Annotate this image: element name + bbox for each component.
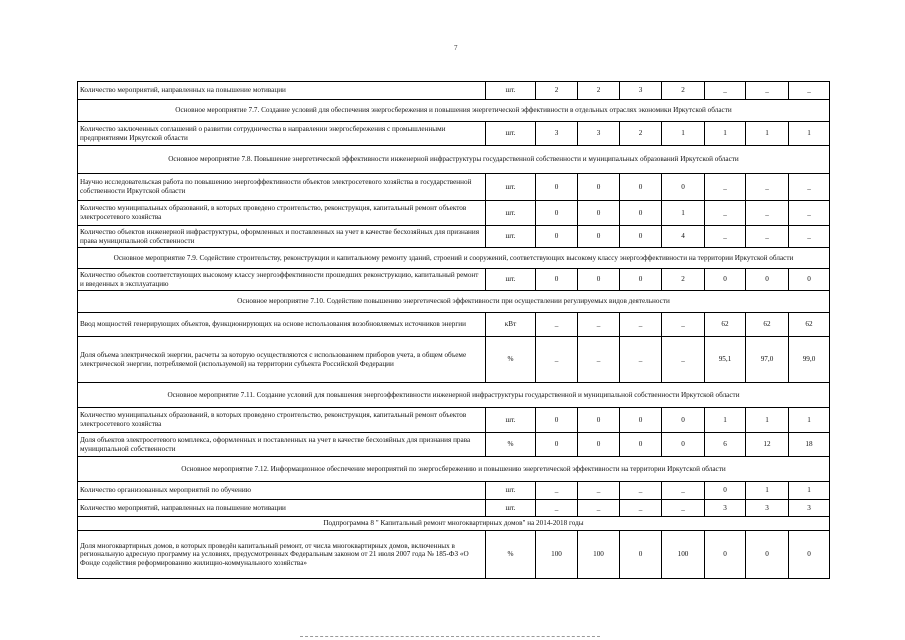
value-cell: 0 [578,269,620,291]
indicators-table [77,81,830,579]
unit-cell: шт. [486,122,536,146]
value-cell: 99,0 [789,337,830,383]
table-body [78,82,830,579]
indicator-name: Доля объектов электросетевого комплекса, оформленных и поставленных на учет в качестве бесхозяйных для признания права муниципальной собственности [78,433,486,457]
value-cell: _ [578,482,620,500]
value-cell: 6 [705,433,746,457]
value-cell: 1 [705,408,746,433]
value-cell: 2 [536,82,578,100]
indicator-name: Научно исследовательская работа по повышению энергоэффективности объектов электросетевого хозяйства в государственной собственности Иркутской области [78,174,486,201]
value-cell: _ [705,226,746,248]
value-cell: 0 [536,174,578,201]
value-cell: 0 [746,531,789,579]
table-row [78,201,830,226]
value-cell: 0 [536,201,578,226]
value-cell: _ [746,174,789,201]
page-number: 7 [454,44,458,52]
indicator-name: Количество мероприятий, направленных на повышение мотивации [78,82,486,100]
section-row [78,383,830,408]
scan-edge-marks [300,636,600,639]
value-cell: 0 [705,531,746,579]
value-cell: 3 [705,500,746,517]
section-heading: Основное мероприятие 7.12. Информационное обеспечение мероприятий по энергосбережению и повышению энергетической эффективности на территории Иркутской области [78,457,830,482]
table-row [78,500,830,517]
value-cell: 0 [620,201,662,226]
value-cell: _ [705,174,746,201]
value-cell: 1 [746,482,789,500]
indicator-name: Количество заключенных соглашений о развитии сотрудничества в направлении энергосбережения с промышленными предприятиями Иркутской области [78,122,486,146]
unit-cell: шт. [486,269,536,291]
value-cell: 0 [536,408,578,433]
value-cell: 1 [746,408,789,433]
value-cell: 2 [662,82,705,100]
value-cell: 3 [536,122,578,146]
section-row [78,100,830,122]
unit-cell: шт. [486,82,536,100]
value-cell: _ [620,482,662,500]
value-cell: 0 [620,433,662,457]
section-heading: Основное мероприятие 7.8. Повышение энергетической эффективности инженерной инфраструктуры государственной собственности и муниципальных образований Иркутской области [78,146,830,174]
unit-cell: % [486,337,536,383]
value-cell: 0 [746,269,789,291]
section-heading: Основное мероприятие 7.10. Содействие повышению энергетической эффективности при осуществлении регулируемых видов деятельности [78,291,830,313]
value-cell: 18 [789,433,830,457]
value-cell: _ [620,313,662,337]
value-cell: 2 [578,82,620,100]
value-cell: _ [662,500,705,517]
indicator-name: Доля объема электрической энергии, расчеты за которую осуществляются с использованием приборов учета, в общем объеме электрической энергии, потребляемой (используемой) на территории субъекта Российской Федерации [78,337,486,383]
value-cell: 62 [705,313,746,337]
indicator-name: Количество муниципальных образований, в которых проведено строительство, реконструкция, капитальный ремонт объектов электросетевого хозяйства [78,408,486,433]
unit-cell: % [486,531,536,579]
value-cell: 0 [578,433,620,457]
value-cell: 1 [746,122,789,146]
value-cell: 0 [662,174,705,201]
value-cell: _ [578,500,620,517]
value-cell: 100 [578,531,620,579]
indicator-name: Количество объектов соответствующих высокому классу энергоэффективности прошедших реконструкцию, капитальный ремонт и введенных в эксплуатацию [78,269,486,291]
value-cell: 3 [746,500,789,517]
value-cell: 12 [746,433,789,457]
unit-cell: шт. [486,226,536,248]
table-row [78,408,830,433]
value-cell: 3 [578,122,620,146]
value-cell: _ [746,82,789,100]
value-cell: _ [789,174,830,201]
value-cell: _ [620,500,662,517]
unit-cell: шт. [486,408,536,433]
table-row [78,122,830,146]
value-cell: 100 [662,531,705,579]
value-cell: _ [789,226,830,248]
value-cell: 1 [789,408,830,433]
value-cell: 0 [620,408,662,433]
table-row [78,313,830,337]
value-cell: 4 [662,226,705,248]
value-cell: 1 [662,201,705,226]
value-cell: 1 [705,122,746,146]
indicator-name: Количество объектов инженерной инфраструктуры, оформленных и поставленных на учет в качестве бесхозяйных для признания права муниципальной собственности [78,226,486,248]
value-cell: _ [536,313,578,337]
section-heading: Основное мероприятие 7.11. Создание условий для повышения энергоэффективности инженерной инфраструктуры государственной и муниципальной собственности Иркутской области [78,383,830,408]
value-cell: 2 [620,122,662,146]
value-cell: 0 [705,269,746,291]
value-cell: 3 [789,500,830,517]
value-cell: 97,0 [746,337,789,383]
indicator-name: Ввод мощностей генерирующих объектов, функционирующих на основе использования возобновляемых источников энергии [78,313,486,337]
value-cell: 0 [578,201,620,226]
value-cell: _ [789,82,830,100]
value-cell: _ [662,482,705,500]
section-row [78,457,830,482]
value-cell: 0 [705,482,746,500]
value-cell: _ [536,500,578,517]
value-cell: 0 [662,408,705,433]
value-cell: 95,1 [705,337,746,383]
value-cell: 0 [620,226,662,248]
value-cell: 100 [536,531,578,579]
value-cell: 0 [662,433,705,457]
value-cell: 2 [662,269,705,291]
indicator-name: Доля многоквартирных домов, в которых проведён капитальный ремонт, от числа многоквартирных домов, включенных в региональную адресную программу на условиях, предусмотренных Федеральным законом от 21 июля 2007 года № 185-ФЗ «О Фонде содействия реформированию жилищно-коммунального хозяйства» [78,531,486,579]
value-cell: _ [578,337,620,383]
value-cell: _ [705,201,746,226]
section-row [78,146,830,174]
unit-cell: шт. [486,500,536,517]
table-row [78,226,830,248]
value-cell: 3 [620,82,662,100]
table-row [78,174,830,201]
value-cell: _ [536,337,578,383]
value-cell: 0 [789,531,830,579]
value-cell: _ [789,201,830,226]
value-cell: 0 [536,433,578,457]
value-cell: _ [578,313,620,337]
value-cell: _ [536,482,578,500]
value-cell: _ [662,313,705,337]
value-cell: 62 [746,313,789,337]
unit-cell: кВт [486,313,536,337]
value-cell: 1 [662,122,705,146]
table-row [78,269,830,291]
value-cell: _ [746,226,789,248]
indicator-name: Количество муниципальных образований, в которых проведено строительство, реконструкция, капитальный ремонт объектов электросетевого хозяйства [78,201,486,226]
indicator-name: Количество мероприятий, направленных на повышение мотивации [78,500,486,517]
value-cell: 0 [789,269,830,291]
unit-cell: шт. [486,482,536,500]
value-cell: 1 [789,122,830,146]
table-row [78,433,830,457]
value-cell: 0 [620,269,662,291]
unit-cell: шт. [486,201,536,226]
table-row [78,531,830,579]
value-cell: 0 [536,269,578,291]
unit-cell: % [486,433,536,457]
value-cell: _ [620,337,662,383]
value-cell: _ [662,337,705,383]
value-cell: 0 [578,408,620,433]
value-cell: _ [746,201,789,226]
section-row [78,291,830,313]
section-heading: Основное мероприятие 7.9. Содействие строительству, реконструкции и капитальному ремонту зданий, строений и сооружений, соответствующих высокому классу энергоэффективности на территории Иркутской области [78,248,830,269]
value-cell: 1 [789,482,830,500]
value-cell: 0 [578,174,620,201]
value-cell: 0 [536,226,578,248]
table-row [78,337,830,383]
value-cell: 0 [578,226,620,248]
section-heading: Основное мероприятие 7.7. Создание условий для обеспечения энергосбережения и повышения энергетической эффективности в отдельных отраслях экономики Иркутской области [78,100,830,122]
table-row [78,482,830,500]
value-cell: 0 [620,174,662,201]
table-row [78,82,830,100]
value-cell: 0 [620,531,662,579]
value-cell: 62 [789,313,830,337]
section-heading: Подпрограмма 8 " Капитальный ремонт многоквартирных домов" на 2014-2018 годы [78,517,830,531]
value-cell: _ [705,82,746,100]
section-row [78,248,830,269]
unit-cell: шт. [486,174,536,201]
section-row [78,517,830,531]
indicator-name: Количество организованных мероприятий по обучению [78,482,486,500]
